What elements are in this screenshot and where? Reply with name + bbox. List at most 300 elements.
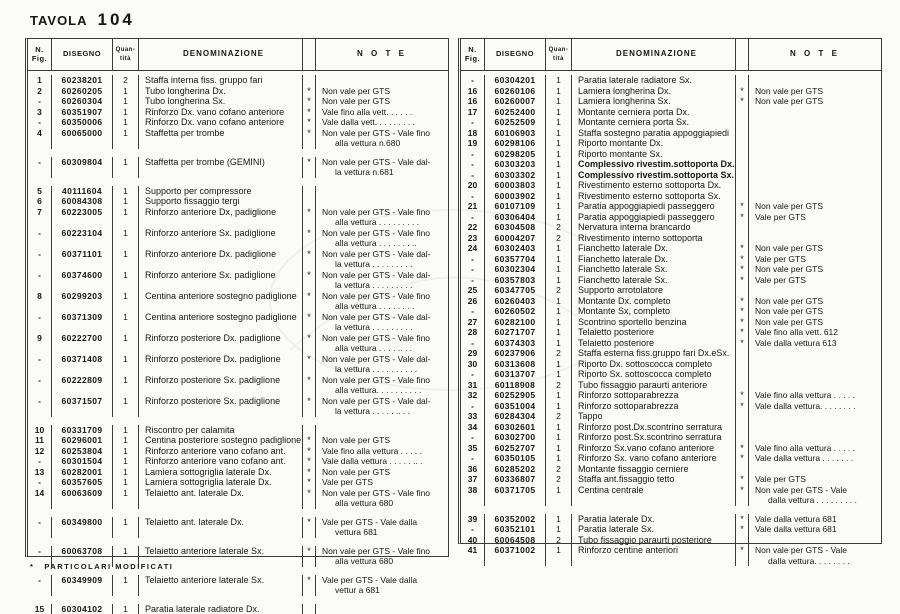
cell-modified-asterisk: *	[303, 228, 316, 249]
cell-fig-number: -	[28, 249, 52, 270]
cell-disegno-number: 60302700	[485, 432, 546, 443]
cell-modified-asterisk: *	[303, 157, 316, 178]
cell-modified-asterisk	[736, 138, 749, 149]
cell-note	[316, 488, 448, 509]
cell-disegno-number: 60260502	[485, 306, 546, 317]
cell-modified-asterisk: *	[303, 270, 316, 291]
header-qty-line2: tità	[553, 55, 564, 64]
cell-quantity: 1	[546, 96, 572, 107]
cell-quantity: 2	[546, 411, 572, 422]
cell-note	[749, 96, 881, 107]
cell-note	[749, 545, 881, 566]
cell-quantity: 1	[113, 425, 139, 436]
cell-disegno-number: 60304102	[52, 604, 113, 614]
table-row	[461, 138, 881, 149]
table-row	[461, 243, 881, 254]
cell-note	[749, 348, 881, 359]
footnote	[30, 562, 173, 571]
cell-fig-number: 15	[28, 604, 52, 614]
table-row	[28, 354, 448, 375]
cell-denominazione: Rinforzo post.Dx.scontrino serratura	[572, 422, 736, 433]
cell-note	[749, 359, 881, 370]
table-row	[461, 306, 881, 317]
cell-fig-number: 12	[28, 446, 52, 457]
cell-quantity: 1	[113, 86, 139, 97]
cell-fig-number: -	[461, 453, 485, 464]
table-row	[461, 285, 881, 296]
header-qty-line2: tità	[120, 55, 131, 64]
cell-quantity: 1	[546, 369, 572, 380]
cell-modified-asterisk	[303, 425, 316, 436]
cell-modified-asterisk	[736, 233, 749, 244]
cell-modified-asterisk: *	[303, 435, 316, 446]
header-fig	[28, 39, 52, 70]
header-fig-line1: N.	[468, 46, 477, 55]
header-fig-line1: N.	[35, 46, 44, 55]
note-line: vettura 681	[322, 527, 448, 538]
note-line: Non vale per GTS - Vale	[755, 485, 881, 496]
cell-modified-asterisk: *	[303, 396, 316, 417]
header-denominazione: DENOMINAZIONE	[139, 39, 303, 70]
cell-quantity: 1	[113, 291, 139, 312]
table-row	[461, 317, 881, 328]
note-line: Non vale per GTS - Vale fino	[322, 546, 448, 557]
table-row	[28, 435, 448, 446]
cell-note	[749, 524, 881, 535]
cell-disegno-number: 60306404	[485, 212, 546, 223]
cell-quantity: 1	[546, 306, 572, 317]
cell-quantity: 1	[546, 443, 572, 454]
header-qty	[546, 39, 572, 70]
note-line: Non vale per GTS - Vale dal-	[322, 354, 448, 365]
cell-modified-asterisk: *	[736, 545, 749, 566]
cell-fig-number: 25	[461, 285, 485, 296]
cell-quantity: 1	[546, 75, 572, 86]
cell-quantity: 1	[113, 435, 139, 446]
table-row	[461, 222, 881, 233]
cell-denominazione: Riscontro per calamita	[139, 425, 303, 436]
cell-quantity: 1	[113, 270, 139, 291]
cell-modified-asterisk: *	[736, 474, 749, 485]
cell-modified-asterisk: *	[303, 375, 316, 396]
table-row	[461, 535, 881, 546]
cell-modified-asterisk: *	[303, 128, 316, 149]
cell-fig-number: -	[28, 96, 52, 107]
cell-modified-asterisk: *	[303, 354, 316, 375]
cell-fig-number: 41	[461, 545, 485, 566]
cell-note	[749, 243, 881, 254]
note-line: Vale fino alla vett. . . . . .	[322, 107, 448, 118]
header-fig	[461, 39, 485, 70]
cell-denominazione: Centina anteriore sostegno padiglione	[139, 312, 303, 333]
cell-note	[749, 514, 881, 525]
cell-fig-number: 11	[28, 435, 52, 446]
cell-quantity: 1	[546, 524, 572, 535]
cell-fig-number: 18	[461, 128, 485, 139]
cell-modified-asterisk	[736, 117, 749, 128]
cell-modified-asterisk: *	[736, 327, 749, 338]
cell-note	[749, 254, 881, 265]
cell-fig-number: 4	[28, 128, 52, 149]
table-row	[28, 86, 448, 97]
cell-denominazione: Telaietto anteriore laterale Sx.	[139, 575, 303, 596]
cell-fig-number: 20	[461, 180, 485, 191]
cell-denominazione: Rinforzo posteriore Dx. padiglione	[139, 333, 303, 354]
table-row	[461, 453, 881, 464]
note-line: la vettura . . . . . . . . .	[322, 322, 448, 333]
cell-disegno-number: 60301504	[52, 456, 113, 467]
table-row	[461, 212, 881, 223]
table-row	[28, 604, 448, 614]
cell-note	[749, 369, 881, 380]
cell-denominazione: Tubo longherina Sx.	[139, 96, 303, 107]
table-row	[461, 432, 881, 443]
cell-denominazione: Lamiera sottogriglia laterale Dx.	[139, 477, 303, 488]
cell-disegno-number: 60371309	[52, 312, 113, 333]
cell-quantity: 1	[546, 327, 572, 338]
cell-fig-number: -	[28, 456, 52, 467]
cell-denominazione: Staffa ant.fissaggio tetto	[572, 474, 736, 485]
cell-fig-number: -	[28, 575, 52, 596]
cell-modified-asterisk: *	[303, 517, 316, 538]
cell-denominazione: Montante Dx. completo	[572, 296, 736, 307]
cell-note	[749, 107, 881, 118]
note-line: dalla vettura. . . . . . . .	[755, 556, 881, 567]
cell-disegno-number: 60371408	[52, 354, 113, 375]
cell-denominazione: Lamiera longherina Dx.	[572, 86, 736, 97]
cell-quantity: 1	[113, 207, 139, 228]
cell-disegno-number: 60371101	[52, 249, 113, 270]
note-line: Vale dalla vettura. . . . . . . .	[755, 401, 881, 412]
cell-fig-number: -	[461, 254, 485, 265]
cell-note	[316, 86, 448, 97]
cell-quantity: 1	[546, 243, 572, 254]
cell-note	[316, 186, 448, 197]
cell-disegno-number: 40111604	[52, 186, 113, 197]
cell-note	[749, 432, 881, 443]
note-line: Non vale per GTS - Vale fino	[322, 375, 448, 386]
cell-quantity: 1	[113, 157, 139, 178]
table-row	[28, 446, 448, 457]
cell-fig-number: -	[461, 117, 485, 128]
cell-disegno-number: 60351004	[485, 401, 546, 412]
table-row	[28, 456, 448, 467]
cell-modified-asterisk: *	[303, 291, 316, 312]
tables-area	[25, 38, 882, 557]
table-row	[461, 75, 881, 86]
cell-quantity: 1	[546, 485, 572, 506]
cell-note	[749, 401, 881, 412]
cell-disegno-number: 60252509	[485, 117, 546, 128]
note-line: alla vettura n.680	[322, 138, 448, 149]
cell-denominazione: Rinforzo Sx.vano cofano anteriore	[572, 443, 736, 454]
table-row	[461, 191, 881, 202]
cell-modified-asterisk	[303, 186, 316, 197]
cell-fig-number: 24	[461, 243, 485, 254]
cell-fig-number: 31	[461, 380, 485, 391]
cell-disegno-number: 60106903	[485, 128, 546, 139]
cell-denominazione: Telaietto posteriore	[572, 327, 736, 338]
cell-quantity: 1	[546, 191, 572, 202]
cell-denominazione: Staffetta per trombe	[139, 128, 303, 149]
cell-note	[316, 375, 448, 396]
cell-modified-asterisk: *	[736, 514, 749, 525]
cell-quantity: 1	[113, 456, 139, 467]
table-row	[28, 333, 448, 354]
cell-quantity: 2	[546, 380, 572, 391]
cell-modified-asterisk: *	[303, 117, 316, 128]
cell-modified-asterisk: *	[736, 401, 749, 412]
note-line: alla vettura. . . . . . . . . .	[322, 385, 448, 396]
cell-disegno-number: 60223005	[52, 207, 113, 228]
cell-disegno-number: 60238201	[52, 75, 113, 86]
cell-denominazione: Montante Sx, completo	[572, 306, 736, 317]
header-fig-line2: Fig.	[32, 55, 47, 64]
cell-denominazione: Paratia laterale Dx.	[572, 514, 736, 525]
cell-disegno-number: 60222809	[52, 375, 113, 396]
cell-disegno-number: 60298106	[485, 138, 546, 149]
cell-fig-number: 7	[28, 207, 52, 228]
cell-modified-asterisk	[736, 128, 749, 139]
cell-disegno-number: 60252400	[485, 107, 546, 118]
table-row	[461, 369, 881, 380]
cell-note	[316, 517, 448, 538]
cell-fig-number: 9	[28, 333, 52, 354]
cell-modified-asterisk	[736, 222, 749, 233]
note-line: la vettura . . . . . . . . . .	[322, 364, 448, 375]
cell-fig-number: -	[461, 170, 485, 181]
cell-disegno-number: 60260106	[485, 86, 546, 97]
table-row	[28, 488, 448, 509]
note-line: Non vale per GTS - Vale dal-	[322, 312, 448, 323]
cell-modified-asterisk: *	[736, 453, 749, 464]
table-row	[28, 196, 448, 207]
cell-modified-asterisk	[736, 191, 749, 202]
page-title	[30, 10, 135, 30]
cell-quantity: 1	[113, 186, 139, 197]
cell-fig-number: 21	[461, 201, 485, 212]
note-line: Vale per GTS	[755, 275, 881, 286]
cell-disegno-number: 60371705	[485, 485, 546, 506]
cell-denominazione: Rinforzo sottoparabrezza	[572, 401, 736, 412]
cell-note	[749, 275, 881, 286]
cell-denominazione: Tappo	[572, 411, 736, 422]
cell-disegno-number: 60350006	[52, 117, 113, 128]
cell-quantity: 1	[546, 545, 572, 566]
note-line: la vettura . . . . . .. . .	[322, 406, 448, 417]
note-line: Non vale per GTS	[755, 86, 881, 97]
cell-fig-number: 29	[461, 348, 485, 359]
cell-note	[749, 128, 881, 139]
cell-fig-number: -	[28, 270, 52, 291]
cell-denominazione: Fianchetto laterale Sx.	[572, 264, 736, 275]
cell-denominazione: Fianchetto laterale Sx.	[572, 275, 736, 286]
cell-quantity: 1	[113, 575, 139, 596]
cell-modified-asterisk: *	[303, 477, 316, 488]
cell-note	[749, 453, 881, 464]
cell-quantity: 1	[113, 396, 139, 417]
table-row	[28, 96, 448, 107]
cell-disegno-number: 60260205	[52, 86, 113, 97]
cell-denominazione: Riporto Dx. sottoscocca completo	[572, 359, 736, 370]
cell-note	[316, 291, 448, 312]
table-row	[28, 575, 448, 596]
header-note: N O T E	[316, 39, 448, 70]
cell-note	[749, 201, 881, 212]
cell-fig-number: -	[461, 306, 485, 317]
note-line: Vale per GTS	[755, 254, 881, 265]
cell-disegno-number: 60223104	[52, 228, 113, 249]
table-row	[28, 312, 448, 333]
cell-note	[316, 425, 448, 436]
cell-quantity: 1	[113, 249, 139, 270]
cell-disegno-number: 60336807	[485, 474, 546, 485]
cell-quantity: 1	[546, 149, 572, 160]
cell-disegno-number: 60303302	[485, 170, 546, 181]
cell-modified-asterisk: *	[736, 212, 749, 223]
cell-denominazione: Lamiera sottogriglia laterale Dx.	[139, 467, 303, 478]
cell-disegno-number: 60260304	[52, 96, 113, 107]
cell-fig-number: 2	[28, 86, 52, 97]
cell-disegno-number: 60331709	[52, 425, 113, 436]
cell-modified-asterisk: *	[736, 317, 749, 328]
cell-denominazione: Complessivo rivestim.sottoporta Sx.	[572, 170, 736, 181]
cell-denominazione: Fianchetto laterale Dx.	[572, 243, 736, 254]
note-line: Vale per GTS	[755, 212, 881, 223]
cell-note	[749, 191, 881, 202]
cell-disegno-number: 60253804	[52, 446, 113, 457]
cell-disegno-number: 60347705	[485, 285, 546, 296]
cell-denominazione: Staffa interna fiss. gruppo fari	[139, 75, 303, 86]
header-denominazione: DENOMINAZIONE	[572, 39, 736, 70]
cell-quantity: 1	[546, 201, 572, 212]
cell-disegno-number: 60004207	[485, 233, 546, 244]
note-line: Non vale per GTS - Vale dal-	[322, 396, 448, 407]
cell-note	[316, 575, 448, 596]
table-row	[461, 264, 881, 275]
note-line: Non vale per GTS	[322, 467, 448, 478]
cell-note	[316, 107, 448, 118]
cell-fig-number: -	[28, 396, 52, 417]
cell-quantity: 1	[546, 514, 572, 525]
table-row	[461, 170, 881, 181]
cell-quantity: 1	[546, 170, 572, 181]
cell-disegno-number: 60304201	[485, 75, 546, 86]
note-line: Non vale per GTS - Vale fino	[322, 333, 448, 344]
note-line: Non vale per GTS - Vale dal-	[322, 157, 448, 168]
cell-denominazione: Staffetta per trombe (GEMINI)	[139, 157, 303, 178]
cell-disegno-number: 60298205	[485, 149, 546, 160]
cell-disegno-number: 60303203	[485, 159, 546, 170]
cell-modified-asterisk	[736, 75, 749, 86]
cell-quantity: 1	[113, 96, 139, 107]
cell-fig-number: 39	[461, 514, 485, 525]
cell-disegno-number: 60374303	[485, 338, 546, 349]
header-disegno: DISEGNO	[485, 39, 546, 70]
cell-note	[316, 312, 448, 333]
cell-denominazione: Rinforzo centine anteriori	[572, 545, 736, 566]
cell-modified-asterisk	[736, 464, 749, 475]
note-line: Vale dalla vett. . . . . . . . .	[322, 117, 448, 128]
note-line: Non vale per GTS	[755, 243, 881, 254]
cell-quantity: 1	[113, 128, 139, 149]
cell-denominazione: Supporto arrotolatore	[572, 285, 736, 296]
cell-fig-number: 16	[461, 96, 485, 107]
cell-note	[749, 535, 881, 546]
cell-note	[316, 477, 448, 488]
cell-modified-asterisk: *	[303, 467, 316, 478]
cell-note	[749, 338, 881, 349]
table-row	[461, 96, 881, 107]
table-row	[461, 545, 881, 566]
cell-modified-asterisk	[736, 348, 749, 359]
cell-note	[749, 422, 881, 433]
cell-note	[316, 75, 448, 86]
cell-fig-number: -	[461, 338, 485, 349]
note-line: Non vale per GTS - Vale fino	[322, 488, 448, 499]
cell-disegno-number: 60064508	[485, 535, 546, 546]
table-row	[461, 327, 881, 338]
cell-disegno-number: 60349800	[52, 517, 113, 538]
table-row	[28, 186, 448, 197]
note-line: Non vale per GTS - Vale	[755, 545, 881, 556]
note-line: Non vale per GTS	[322, 86, 448, 97]
cell-disegno-number: 60299203	[52, 291, 113, 312]
cell-quantity: 1	[546, 128, 572, 139]
note-line: Vale per GTS	[322, 477, 448, 488]
cell-quantity: 1	[546, 338, 572, 349]
cell-quantity: 1	[113, 107, 139, 118]
table-row	[461, 180, 881, 191]
note-line: alla vettura . . . . . . . ..	[322, 238, 448, 249]
cell-quantity: 1	[546, 138, 572, 149]
cell-modified-asterisk: *	[303, 207, 316, 228]
cell-disegno-number: 60313707	[485, 369, 546, 380]
cell-note	[316, 270, 448, 291]
cell-modified-asterisk: *	[736, 296, 749, 307]
cell-fig-number: -	[461, 149, 485, 160]
note-line: Non vale per GTS	[755, 317, 881, 328]
cell-denominazione: Rinforzo sottoparabrezza	[572, 390, 736, 401]
cell-note	[749, 222, 881, 233]
cell-denominazione: Staffa sostegno paratia appoggiapiedi	[572, 128, 736, 139]
cell-quantity: 1	[113, 488, 139, 509]
cell-modified-asterisk: *	[303, 456, 316, 467]
cell-quantity: 2	[546, 348, 572, 359]
cell-denominazione: Centina anteriore sostegno padiglione	[139, 291, 303, 312]
cell-denominazione: Riporto Sx. sottoscocca completo	[572, 369, 736, 380]
cell-fig-number: -	[28, 477, 52, 488]
cell-note	[749, 264, 881, 275]
cell-quantity: 1	[546, 359, 572, 370]
cell-denominazione: Rinforzo posteriore Dx. padiglione	[139, 354, 303, 375]
cell-fig-number: -	[461, 369, 485, 380]
cell-disegno-number: 60237906	[485, 348, 546, 359]
cell-fig-number: 17	[461, 107, 485, 118]
table-row	[28, 157, 448, 178]
table-row	[28, 207, 448, 228]
cell-fig-number: -	[461, 159, 485, 170]
cell-denominazione: Paratia laterale radiatore Sx.	[572, 75, 736, 86]
cell-note	[316, 249, 448, 270]
cell-disegno-number: 60003902	[485, 191, 546, 202]
cell-fig-number: 35	[461, 443, 485, 454]
table-row	[28, 228, 448, 249]
table-row	[28, 128, 448, 149]
note-line: la vettura . . . . . . . . .	[322, 280, 448, 291]
cell-note	[316, 467, 448, 478]
cell-modified-asterisk	[736, 432, 749, 443]
